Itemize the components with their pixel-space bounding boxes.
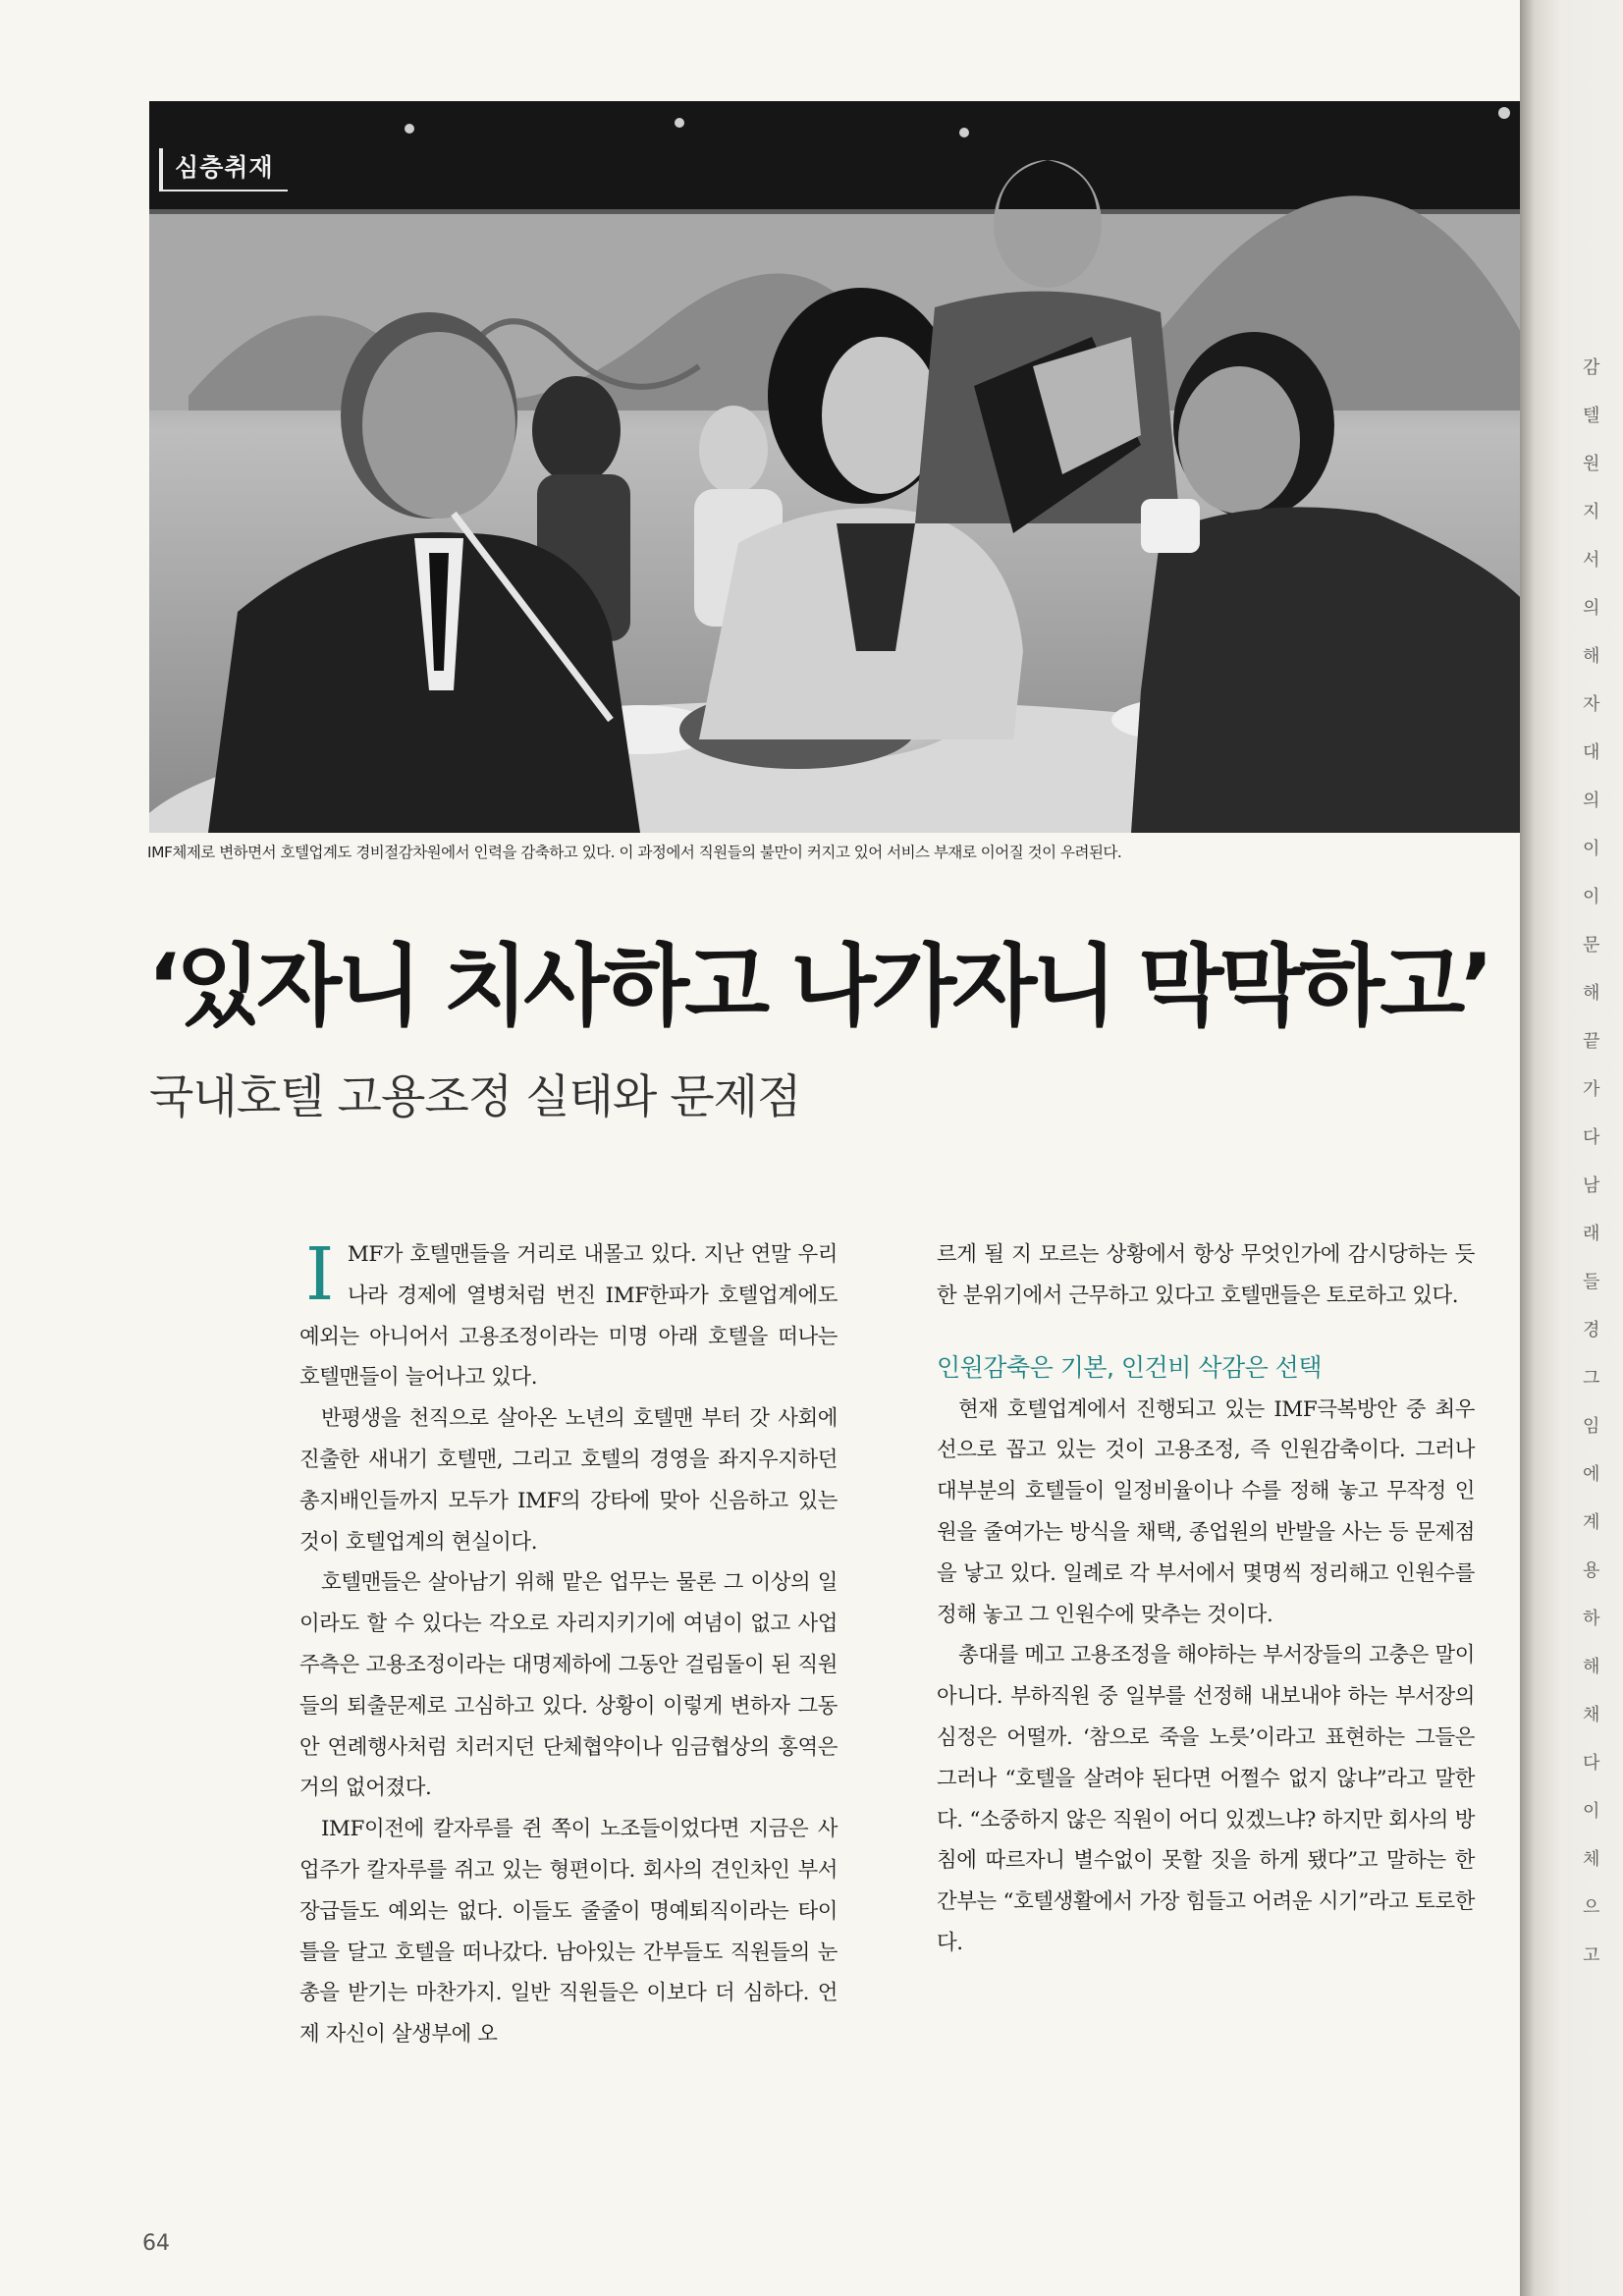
section-heading: 인원감축은 기본, 인건비 삭감은 선택 [937,1352,1322,1382]
paragraph-2: 반평생을 천직으로 살아온 노년의 호텔맨 부터 갓 사회에 진출한 새내기 호텔맨, 그리고 호텔의 경영을 좌지우지하던 총지배인들까지 모두가 IMF의 강타에 맞아 신음하고 있는 것이 호텔업계의 현실이다. [299,1406,838,1555]
article-headline: ‘있자니 치사하고 나가자니 막막하고’ [147,935,1489,1038]
article-photo [149,101,1534,833]
paragraph-1-text: MF가 호텔맨들을 거리로 내몰고 있다. 지난 연말 우리나라 경제에 열병처럼 번진 IMF한파가 호텔업계에도 예외는 아니어서 고용조정이라는 미명 아래 호텔을 떠나는 호텔맨들이 늘어나고 있다. [299,1242,838,1391]
lead-paragraph: 르게 될 지 모르는 상황에서 항상 무엇인가에 감시당하는 듯한 분위기에서 근무하고 있다고 호텔맨들은 토로하고 있다. [937,1242,1475,1308]
article-subheadline: 국내호텔 고용조정 실태와 문제점 [149,1070,801,1124]
next-page-fragment: 감 텔 원 지 서 의 해 자 대 의 이 이 문 해 끝 가 다 남 래 들 경 그 임 에 계 용 하 해 채 다 이 체 으 고 [1583,357,1600,1966]
section-tag: 심층취재 [159,148,288,191]
drop-cap: I [305,1232,334,1317]
paragraph-4: IMF이전에 칼자루를 쥔 쪽이 노조들이었다면 지금은 사업주가 칼자루를 쥐고 있는 형편이다. 회사의 견인차인 부서장급들도 예외는 없다. 이들도 줄줄이 명예퇴직이라는 타이틀을 달고 호텔을 떠나갔다. 남아있는 간부들도 직원들의 눈총을 받기는 마찬가지. 일반 직원들은 이보다 더 심하다. 언제 자신이 살생부에 오 [299,1817,838,2048]
paragraph-5: 현재 호텔업계에서 진행되고 있는 IMF극복방안 중 최우선으로 꼽고 있는 것이 고용조정, 즉 인원감축이다. 그러나 대부분의 호텔들이 일정비율이나 수를 정해 놓고 무작정 인원을 줄여가는 방식을 채택, 종업원의 반발을 사는 등 문제점을 낳고 있다. 일례로 각 부서에서 몇명씩 정리해고 인원수를 정해 놓고 그 인원수에 맞추는 것이다. [937,1396,1475,1627]
photo-caption: IMF체제로 변하면서 호텔업계도 경비절감차원에서 인력을 감축하고 있다. 이 과정에서 직원들의 불만이 커지고 있어 서비스 부재로 이어질 것이 우려된다. [147,844,1122,861]
paragraph-6: 총대를 메고 고용조정을 해야하는 부서장들의 고충은 말이 아니다. 부하직원 중 일부를 선정해 내보내야 하는 부서장의 심정은 어떨까. ‘참으로 죽을 노릇’이라고 표현하는 그들은 그러나 “호텔을 살려야 된다면 어쩔수 없지 않냐”라고 말한다. “소중하지 않은 직원이 어디 있겠느냐? 하지만 회사의 방침에 따르자니 별수없이 못할 짓을 하게 됐다”고 말하는 한 간부는 “호텔생활에서 가장 힘들고 어려운 시기”라고 토로한다. [937,1643,1475,1955]
photo-image [149,101,1534,833]
paragraph-3: 호텔맨들은 살아남기 위해 맡은 업무는 물론 그 이상의 일이라도 할 수 있다는 각오로 자리지키기에 여념이 없고 사업주측은 고용조정이라는 대명제하에 그동안 걸림돌이 된 직원들의 퇴출문제로 고심하고 있다. 상황이 이렇게 변하자 그동안 연례행사처럼 치러지던 단체협약이나 임금협상의 홍역은 거의 없어졌다. [299,1570,838,1801]
paragraph-1 [299,1234,838,1398]
right-column [937,1234,1475,1964]
left-column [299,1234,838,2055]
page-number: 64 [142,2231,170,2256]
